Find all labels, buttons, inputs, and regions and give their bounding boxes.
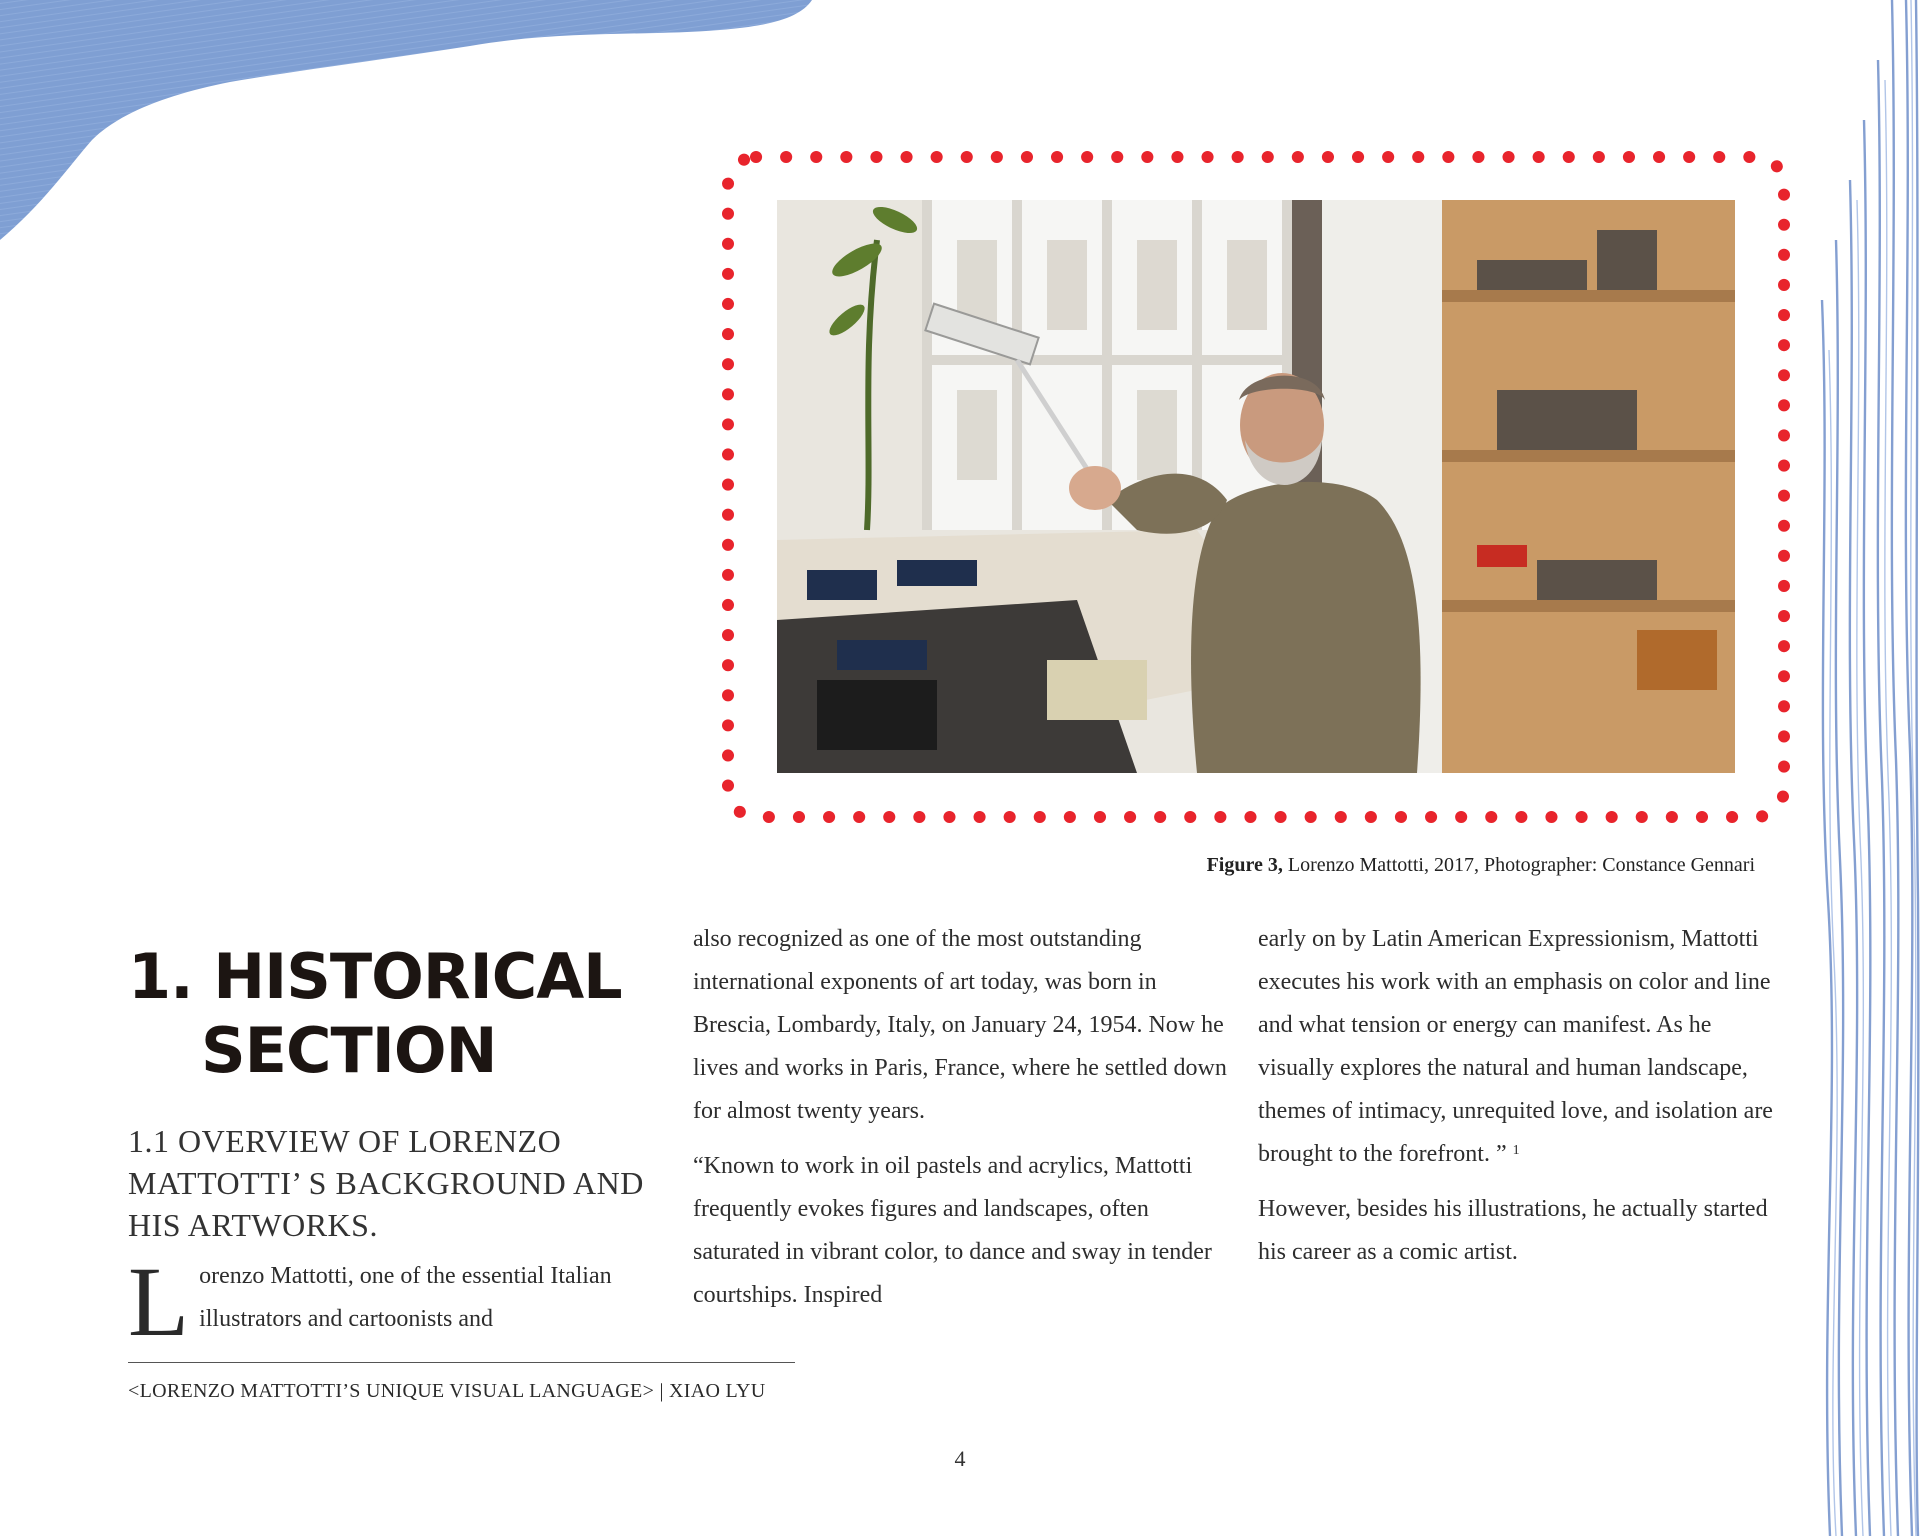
paragraph-quote-continued-text: early on by Latin American Expressionism, Mattotti executes his work with an emphasis on color and line and what tension or energy can manifest. As he visually explores the natural and human landscape, themes of intimacy, unrequited love, and isolation are brought to the forefront. ” — [1258, 926, 1773, 1167]
text-column-3 — [1258, 918, 1793, 1274]
figure-label: Figure 3, — [1206, 854, 1283, 876]
footnote-reference[interactable]: 1 — [1512, 1143, 1520, 1158]
paragraph-career: However, besides his illustrations, he actually started his career as a comic artist. — [1258, 1196, 1768, 1265]
footer-rule — [128, 1362, 795, 1363]
paragraph-intro-text: orenzo Mattotti, one of the essential Italian illustrators and cartoonists and — [199, 1263, 612, 1332]
section-heading — [128, 940, 688, 1088]
figure-caption — [900, 854, 1755, 877]
subsection-heading: 1.1 OVERVIEW OF LORENZO MATTOTTI’ S BACKGROUND AND HIS ARTWORKS. — [128, 1123, 644, 1243]
running-footer: <LORENZO MATTOTTI’S UNIQUE VISUAL LANGUAGE> | XIAO LYU — [128, 1380, 766, 1402]
paragraph-intro-continued: also recognized as one of the most outstanding international exponents of art today, was born in Brescia, Lombardy, Italy, on January 24, 1954. Now he lives and works in Paris, France, where he settled down for almost twenty years. — [693, 926, 1227, 1124]
page-number: 4 — [954, 1446, 966, 1471]
studio-photo-illustration — [777, 200, 1735, 773]
paragraph-quote: “Known to work in oil pastels and acrylics, Mattotti frequently evokes figures and landscapes, often saturated in vibrant color, to dance and sway in tender courtships. Inspired — [693, 1153, 1212, 1308]
blue-paint-stroke-top — [0, 0, 820, 250]
text-column-1 — [128, 1246, 628, 1357]
figure-caption-text: Lorenzo Mattotti, 2017, Photographer: Constance Gennari — [1282, 854, 1755, 876]
blue-paint-stroke-right — [1810, 0, 1920, 1536]
section-heading-line1: 1. HISTORICAL — [128, 940, 622, 1013]
studio-photo — [777, 200, 1735, 773]
drop-cap: L — [128, 1246, 190, 1357]
section-heading-line2: SECTION — [201, 1014, 497, 1087]
paragraph-quote-continued — [1258, 918, 1793, 1176]
text-column-2 — [693, 918, 1238, 1317]
paragraph-intro — [128, 1246, 628, 1357]
